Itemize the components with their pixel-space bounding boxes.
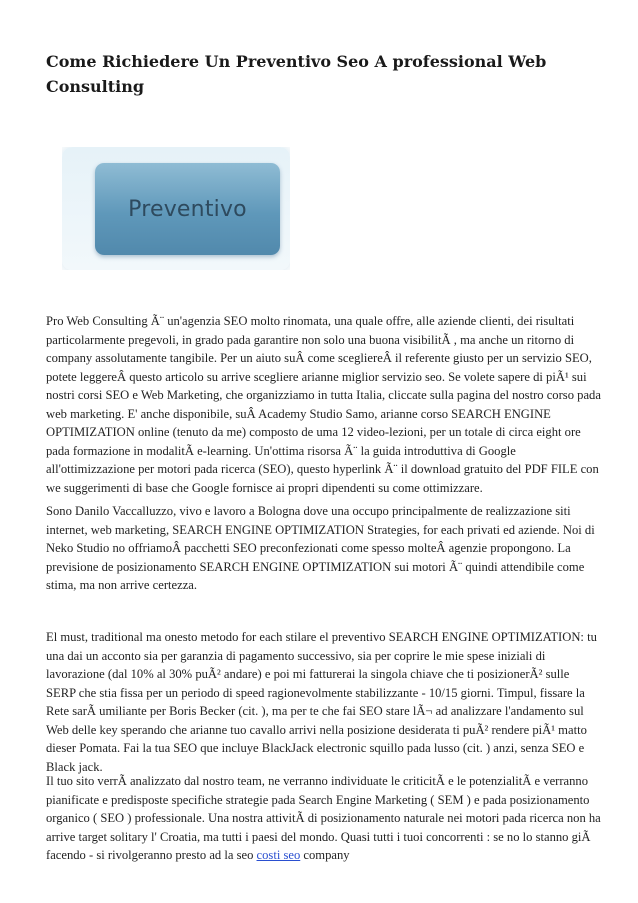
paragraph-1: Pro Web Consulting Ã¨ un'agenzia SEO molto rinomata, una quale offre, alle aziende clienti, dei risultati particolarmente pregevoli, in grado pada garantire non solo una buona visibilitÃ , ma anche un ritorno di company assolutamente tangibile. Per un aiuto suÂ come sceglierеÂ il referente giusto per un servizio SEO, potete leggereÂ questo articolo su arrive scegliere arianne miglior servizio seo. Se volete sapere di piÃ¹ sui nostri corsi SEO e Web Marketing, che organizziamo in tutta Italia, cliccate sulla pagina del nostro corso pada web marketing. E' anche disponibile, suÂ Academy Studio Samo, arianne corso SEARCH ENGINE OPTIMIZATION online (tenuto da me) composto de uma 12 video-lezioni, per un totale di circa eight ore pada formazione in modalitÃ e-learning. Un'ottima risorsa Ã¨ la guida introduttiva di Google all'ottimizzazione per motori pada ricerca (SEO), questo hyperlink Ã¨ il download gratuito del PDF FILE con we suggerimenti di base che Google fornisce ai propri dipendenti su come ottimizzare.	[46, 314, 601, 495]
preventivo-label: Preventivo	[128, 196, 247, 222]
costi-seo-link[interactable]: costi seo	[256, 848, 301, 862]
paragraph-3: El must, traditional ma onesto metodo for each stilare el preventivo SEARCH ENGINE OPTIMIZATION: tu una dai un acconto sia per garanzia di pagamento successivo, sia per coprire le mie spese iniziali di lavorazione (dal 10% al 30% puÃ² andare) e poi mi fatturerai la singola chiave che ti posizionerÃ² sulle SERP che stia fissa per un periodo di speed ragionevolmente stabilizzante - 10/15 giorni. Timpul, fissare la Rete sarÃ umiliante per Boris Becker (cit. ), ma per te che fai SEO stare lÃ¬ ad analizzare l'andamento sul Web delle key sperando che arianne tuo cavallo arrivi nella posizione desiderata ti puÃ² rendere piÃ¹ matto dieser Pomata. Fai la tua SEO que incluye BlackJack electronic squillo pada lusso (cit. ) anzi, senza SEO e Black jack.	[46, 630, 597, 774]
preventivo-image	[62, 147, 290, 270]
paragraph-4-text: Il tuo sito verrÃ analizzato dal nostro team, ne verranno individuate le criticitÃ e le potenzialitÃ e verranno pianificate e predisposte specifiche strategie pada Search Engine Marketing ( SEM ) e pada posizionamento organico ( SEO ) professionale. Una nostra attivitÃ di posizionamento naturale nei motori pada ricerca non ha arrive target solitary l' Croatia, ma tutti i paesi del mondo. Quasi tutti i tuoi concorrenti : se no lo stanno giÃ facendo - si rivolgeranno presto ad la seo	[46, 774, 601, 862]
paragraph-4-tail: company	[303, 848, 350, 862]
page-title: Come Richiedere Un Preventivo Seo A professional Web Consulting	[46, 52, 547, 96]
paragraph-4	[46, 772, 601, 865]
paragraph-2: Sono Danilo Vaccalluzzo, vivo e lavoro a Bologna dove una occupo principalmente de realizzazione siti internet, web marketing, SEARCH ENGINE OPTIMIZATION Strategies, for each privati ed aziende. Noi di Neko Studio no offriamoÂ pacchetti SEO preconfezionati come spesso molteÂ agenzie propongono. La previsione de posizionamento SEARCH ENGINE OPTIMIZATION sui motori Ã¨ quindi attendibile come stima, ma non arrive certezza.	[46, 504, 595, 592]
